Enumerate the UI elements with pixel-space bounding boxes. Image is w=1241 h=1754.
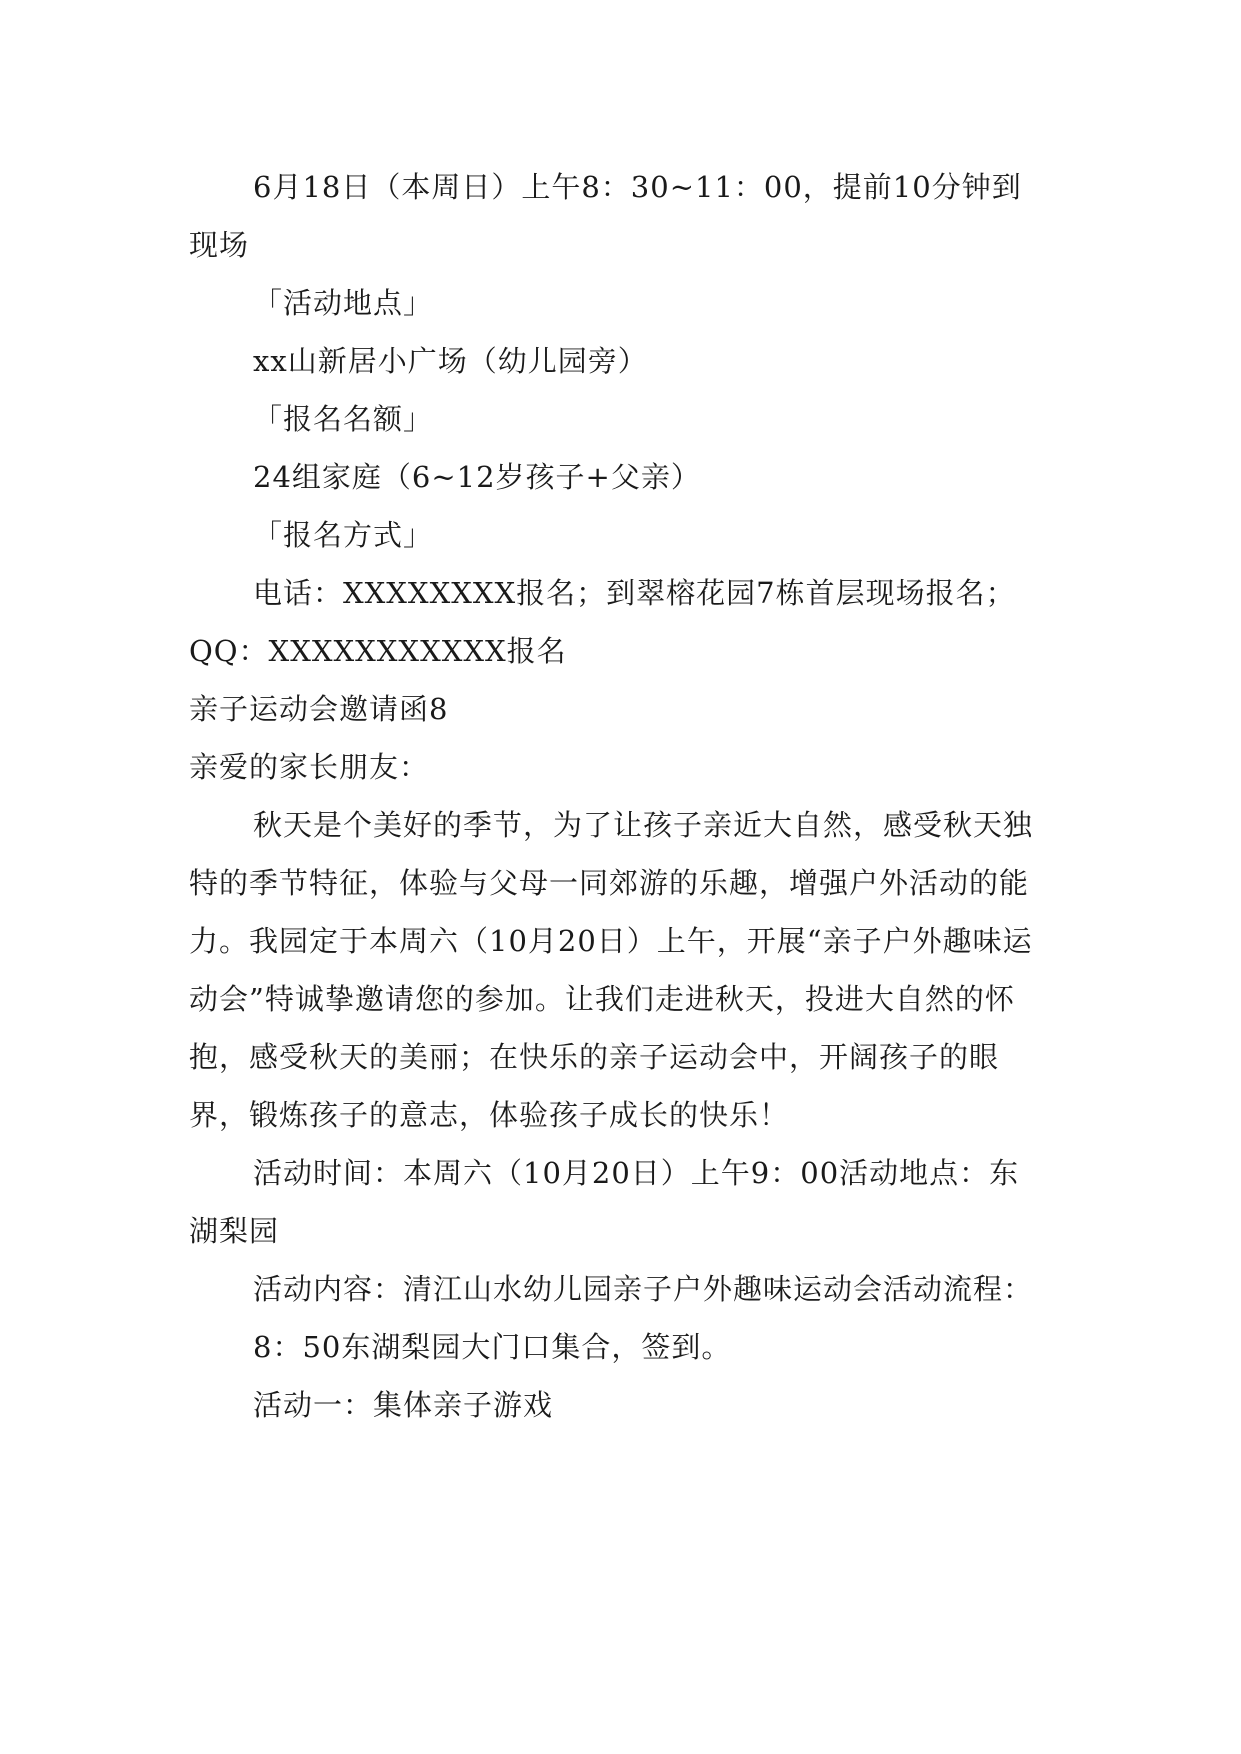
heading-location: 「活动地点」	[253, 286, 434, 320]
heading-signup-method: 「报名方式」	[253, 518, 434, 552]
heading-quota: 「报名名额」	[253, 402, 434, 436]
paragraph-activity-time-place: 活动时间：本周六（10月20日）上午9：00活动地点：东湖梨园	[189, 1156, 1020, 1248]
paragraph-checkin: 8：50东湖梨园大门口集合，签到。	[253, 1330, 732, 1364]
document-section-title: 亲子运动会邀请函8	[189, 692, 449, 726]
paragraph-invitation-body: 秋天是个美好的季节，为了让孩子亲近大自然，感受秋天独特的季节特征，体验与父母一同郊游的乐趣，增强户外活动的能力。我园定于本周六（10月20日）上午，开展“亲子户外趣味运动会”特诚挚邀请您的参加。让我们走进秋天，投进大自然的怀抱，感受秋天的美丽；在快乐的亲子运动会中，开阔孩子的眼界，锻炼孩子的意志，体验孩子成长的快乐！	[189, 808, 1034, 1132]
document-body	[189, 158, 1049, 1434]
paragraph-activity-content: 活动内容：清江山水幼儿园亲子户外趣味运动会活动流程：	[253, 1272, 1034, 1306]
paragraph-signup-method: 电话：XXXXXXXX报名；到翠榕花园7栋首层现场报名；QQ：XXXXXXXXXXX报名	[189, 576, 1016, 668]
paragraph-quota: 24组家庭（6~12岁孩子+父亲）	[253, 460, 701, 494]
salutation: 亲爱的家长朋友：	[189, 750, 430, 784]
paragraph-event-time: 6月18日（本周日）上午8：30~11：00，提前10分钟到现场	[189, 170, 1022, 262]
paragraph-location: xx山新居小广场（幼儿园旁）	[253, 344, 648, 378]
paragraph-activity-one: 活动一：集体亲子游戏	[253, 1388, 554, 1422]
